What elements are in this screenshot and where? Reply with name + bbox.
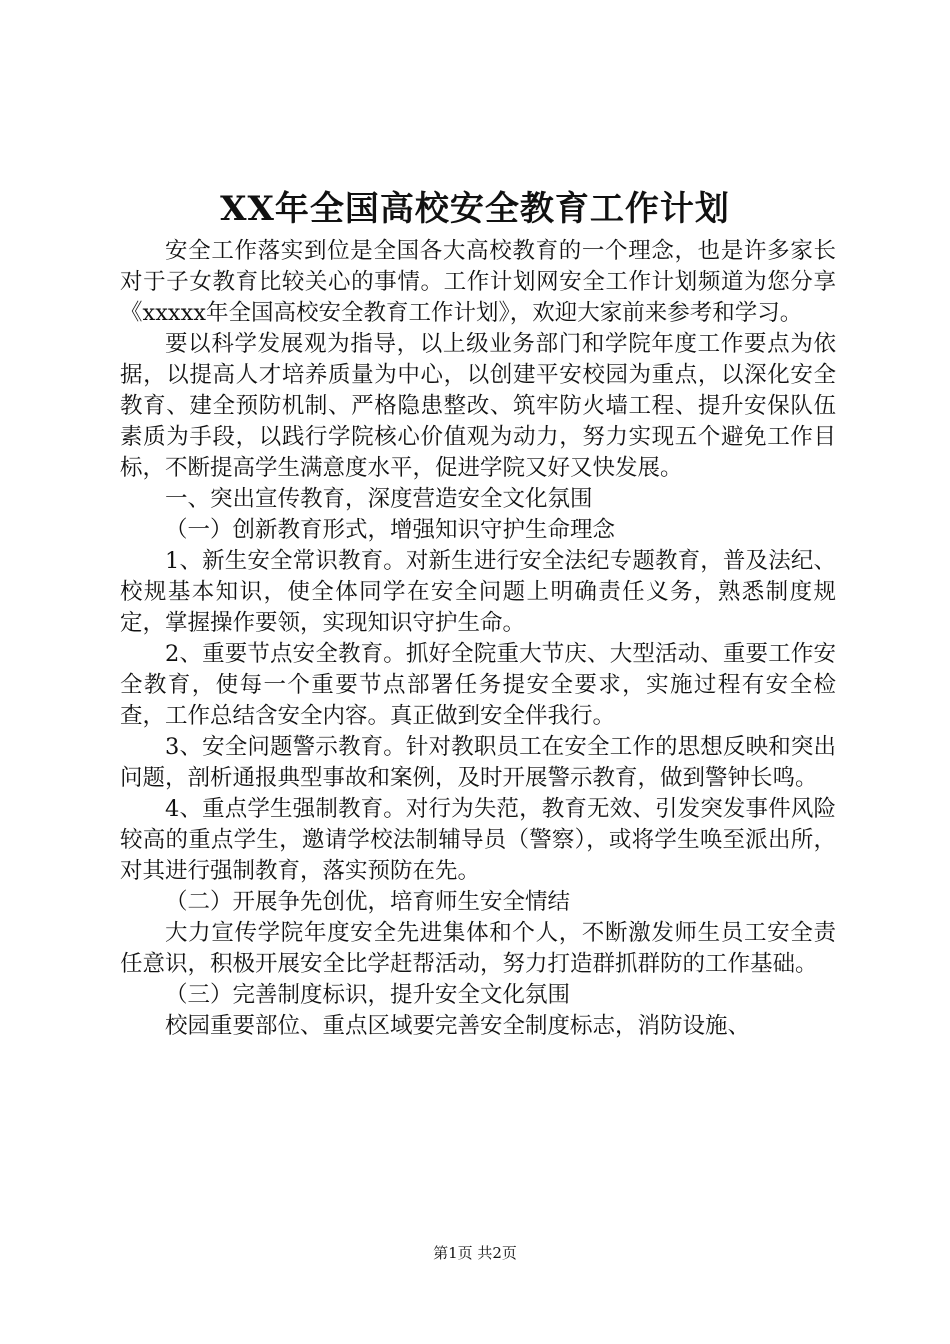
page-footer: 第1页 共2页 — [433, 1244, 517, 1262]
paragraph-guideline: 要以科学发展观为指导，以上级业务部门和学院年度工作要点为依据，以提高人才培养质量为中心，以创建平安校园为重点，以深化安全教育、建全预防机制、严格隐患整改、筑牢防火墙工程、提升安保队伍素质为手段，以践行学院核心价值观为动力，努力实现五个避免工作目标，不断提高学生满意度水平，促进学院又好又快发展。 — [120, 331, 836, 481]
paragraph-item-4: 4、重点学生强制教育。对行为失范，教育无效、引发突发事件风险较高的重点学生，邀请学校法制辅导员（警察），或将学生唤至派出所，对其进行强制教育，落实预防在先。 — [120, 796, 836, 884]
paragraph-item-3: 3、安全问题警示教育。针对教职员工在安全工作的思想反映和突出问题，剖析通报典型事故和案例，及时开展警示教育，做到警钟长鸣。 — [120, 734, 836, 791]
subsection-heading-2: （二）开展争先创优，培育师生安全情结 — [165, 889, 571, 915]
paragraph-campus-signs: 校园重要部位、重点区域要完善安全制度标志，消防设施、 — [165, 1013, 751, 1039]
subsection-heading-1: （一）创新教育形式，增强知识守护生命理念 — [165, 517, 616, 543]
paragraph-item-1: 1、新生安全常识教育。对新生进行安全法纪专题教育，普及法纪、校规基本知识，使全体同学在安全问题上明确责任义务，熟悉制度规定，掌握操作要领，实现知识守护生命。 — [120, 548, 836, 636]
section-heading-1: 一、突出宣传教育，深度营造安全文化氛围 — [165, 486, 593, 512]
paragraph-item-2: 2、重要节点安全教育。抓好全院重大节庆、大型活动、重要工作安全教育，使每一个重要节点部署任务提安全要求，实施过程有安全检查，工作总结含安全内容。真正做到安全伴我行。 — [120, 641, 836, 729]
subsection-heading-3: （三）完善制度标识，提升安全文化氛围 — [165, 982, 571, 1008]
paragraph-intro: 安全工作落实到位是全国各大高校教育的一个理念，也是许多家长对于子女教育比较关心的事情。工作计划网安全工作计划频道为您分享《xxxxx年全国高校安全教育工作计划》，欢迎大家前来参考和学习。 — [120, 238, 836, 326]
paragraph-promotion: 大力宣传学院年度安全先进集体和个人，不断激发师生员工安全责任意识，积极开展安全比学赶帮活动，努力打造群抓群防的工作基础。 — [120, 920, 836, 977]
document-body — [120, 236, 836, 1042]
document-title: XX年全国高校安全教育工作计划 — [220, 189, 730, 229]
